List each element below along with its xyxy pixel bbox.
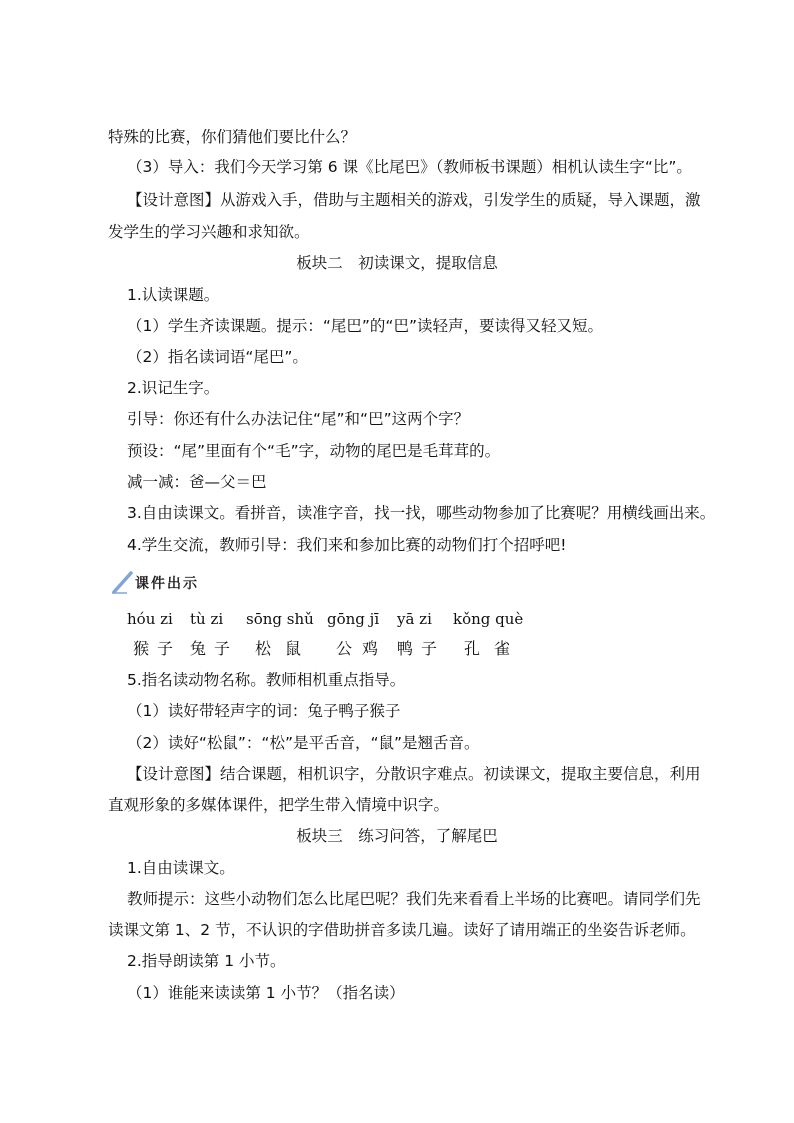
paragraph: 减一减：爸—父＝巴	[127, 473, 267, 491]
paragraph: （2）指名读词语“尾巴”。	[127, 348, 308, 366]
paragraph: 2.指导朗读第 1 小节。	[127, 952, 286, 970]
paragraph: 1.自由读课文。	[127, 859, 235, 877]
courseware-badge	[111, 570, 231, 596]
pencil-slash-icon	[111, 570, 135, 596]
section-heading: 板块三 练习问答，了解尾巴	[296, 827, 498, 845]
paragraph: 5.指名读动物名称。教师相机重点指导。	[127, 671, 406, 689]
paragraph: 读课文第 1、2 节，不认识的字借助拼音多读几遍。读好了请用端正的坐姿告诉老师。	[108, 921, 696, 939]
paragraph: 1.认读课题。	[127, 286, 220, 304]
paragraph: 2.识记生字。	[127, 379, 220, 397]
badge-label: 课件出示	[135, 576, 199, 592]
paragraph: （3）导入：我们今天学习第 6 课《比尾巴》（教师板书课题）相机认读生字“比”。	[127, 158, 692, 176]
design-intent-paragraph: 发学生的学习兴趣和求知欲。	[108, 223, 310, 241]
design-intent-paragraph: 【设计意图】结合课题，相机识字，分散识字难点。初读课文，提取主要信息，利用	[127, 765, 701, 783]
hanzi-word: 松鼠	[255, 639, 316, 658]
pinyin: hóu zi	[127, 610, 173, 628]
section-heading: 板块二 初读课文，提取信息	[296, 254, 498, 272]
pinyin: kǒng què	[453, 610, 524, 628]
paragraph: 教师提示：这些小动物们怎么比尾巴呢？我们先来看看上半场的比赛吧。请同学们先	[127, 890, 701, 908]
paragraph: （1）读好带轻声字的词：兔子鸭子猴子	[127, 702, 401, 720]
design-intent-paragraph: 直观形象的多媒体课件，把学生带入情境中识字。	[108, 796, 450, 814]
paragraph: 预设：“尾”里面有个“毛”字，动物的尾巴是毛茸茸的。	[127, 442, 501, 460]
hanzi-word: 鸭子	[397, 639, 446, 658]
pinyin: gōng jī	[327, 610, 380, 628]
hanzi-word: 公鸡	[336, 639, 389, 658]
paragraph: 4.学生交流，教师引导：我们来和参加比赛的动物们打个招呼吧!	[127, 536, 567, 554]
paragraph: 特殊的比赛，你们猜他们要比什么？	[108, 128, 357, 146]
paragraph: （2）读好“松鼠”：“松”是平舌音，“鼠”是翘舌音。	[127, 734, 480, 752]
pinyin: yā zi	[397, 610, 432, 628]
paragraph: （1）学生齐读课题。提示：“尾巴”的“巴”读轻声，要读得又轻又短。	[127, 317, 603, 335]
design-intent-paragraph: 【设计意图】从游戏入手，借助与主题相关的游戏，引发学生的质疑，导入课题，激	[127, 191, 701, 209]
hanzi-word: 猴子	[133, 639, 182, 658]
paragraph: （1）谁能来读读第 1 小节？（指名读）	[127, 984, 405, 1002]
hanzi-word: 兔子	[190, 639, 239, 658]
pinyin: tù zi	[190, 610, 224, 628]
pinyin: sōng shǔ	[246, 610, 314, 628]
paragraph: 3.自由读课文。看拼音，读准字音，找一找，哪些动物参加了比赛呢？用横线画出来。	[127, 504, 716, 522]
hanzi-word: 孔雀	[464, 639, 525, 658]
paragraph: 引导：你还有什么办法记住“尾”和“巴”这两个字？	[127, 410, 470, 428]
